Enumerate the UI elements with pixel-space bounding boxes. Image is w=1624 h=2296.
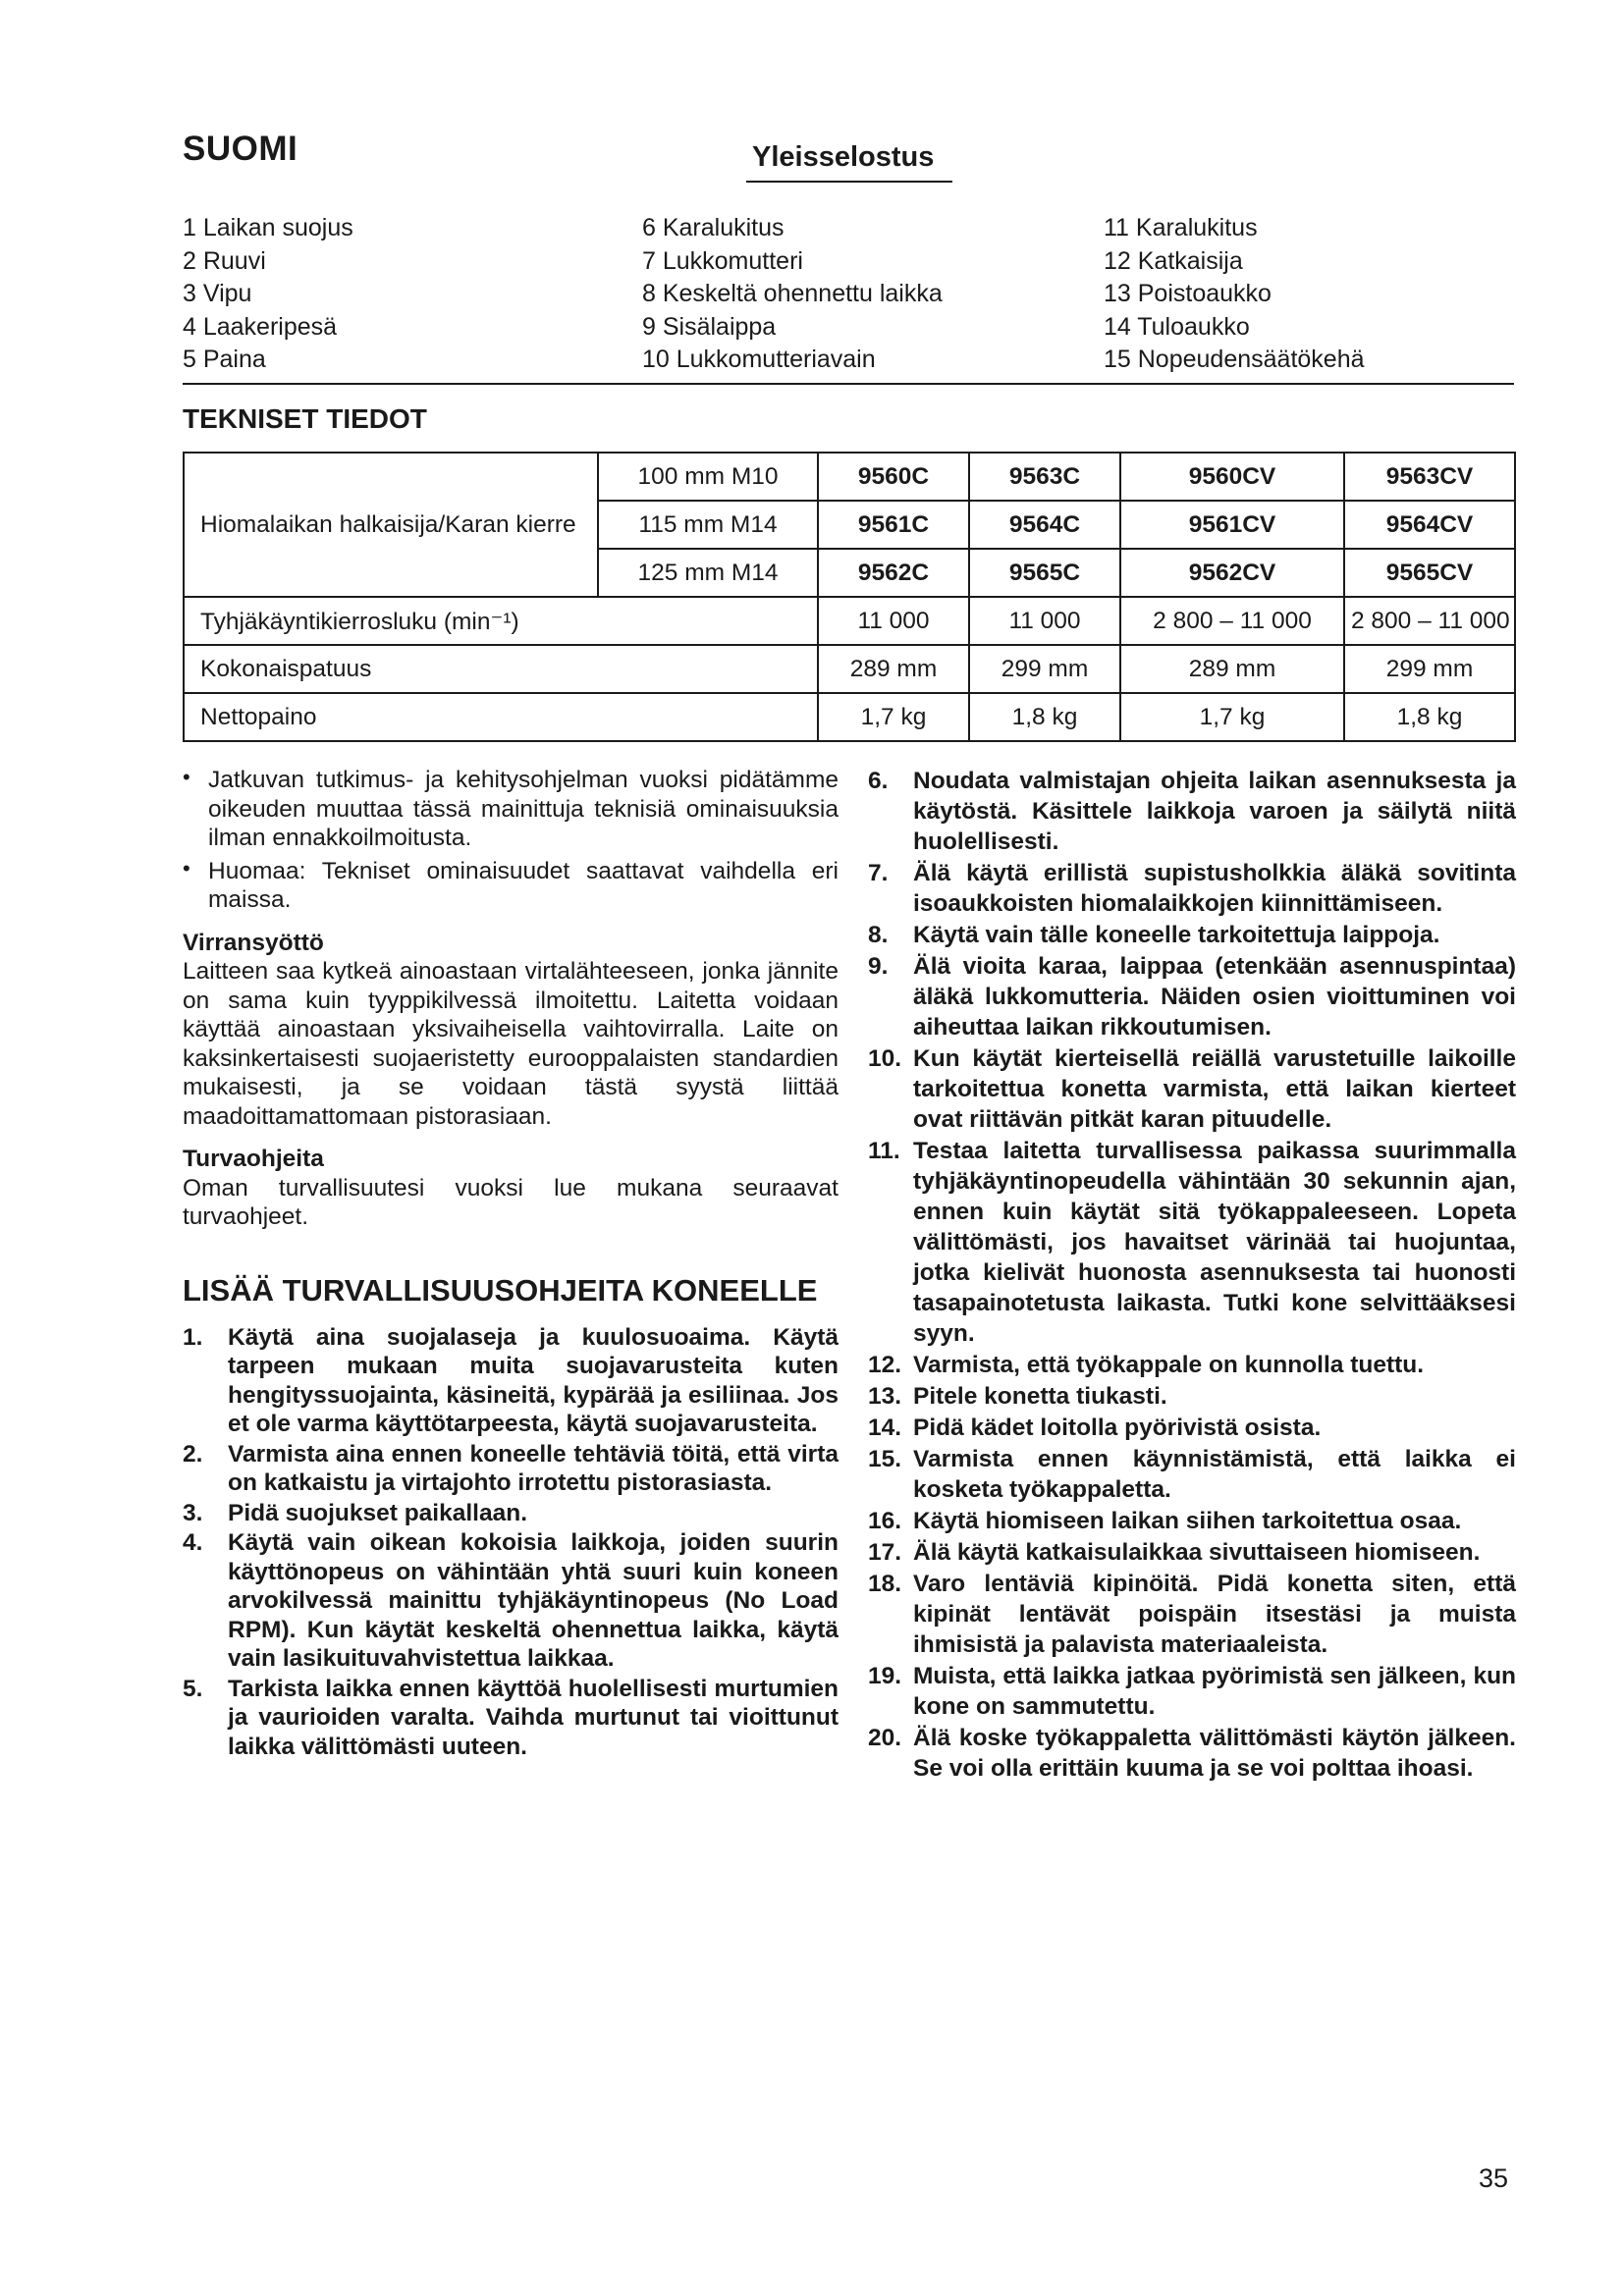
specs-table xyxy=(183,452,1516,742)
list-item: 18. Varo lentäviä kipinöitä. Pidä konetta siten, että kipinät lentävät poispäin itsestäsi ja muista ihmisistä ja palavista materiaaleista. xyxy=(868,1571,1516,1658)
model-cell: 9564CV xyxy=(1344,501,1515,549)
safety-rules-left xyxy=(183,1323,839,1762)
part-item: 15 Nopeudensäätökehä xyxy=(1104,346,1365,373)
length-cell: 289 mm xyxy=(1120,645,1344,693)
spec-note: • Huomaa: Tekniset ominaisuudet saattavat vaihdella eri maissa. xyxy=(183,857,839,915)
list-item: 7. Älä käytä erillistä supistusholkkia äläkä sovitinta isoaukkoisten hiomalaikkojen kiinnittämiseen. xyxy=(868,860,1516,917)
part-item: 3 Vipu xyxy=(183,280,252,307)
weight-label: Nettopaino xyxy=(184,693,818,741)
page-number: 35 xyxy=(1479,2163,1509,2193)
safety-rules-right xyxy=(868,766,1516,1784)
list-item: 11. Testaa laitetta turvallisessa paikassa suurimmalla tyhjäkäyntinopeudella vähintään 30 sekunnin ajan, ennen kuin käytät sitä työkappaleeseen. Lopeta välittömästi, jos havaitset värinää tai huojuntaa, jotka kielivät huonosta asennuksesta tai huonosti tasapainotetusta laikasta. Tutki kone selvittääksesi syyn. xyxy=(868,1138,1516,1347)
speed-label: Tyhjäkäyntikierrosluku (min⁻¹) xyxy=(184,597,818,645)
part-item: 7 Lukkomutteri xyxy=(642,246,803,275)
speed-cell: 11 000 xyxy=(818,597,969,645)
weight-cell: 1,7 kg xyxy=(1120,693,1344,741)
size-cell: 100 mm M10 xyxy=(598,453,818,501)
language-heading: SUOMI xyxy=(183,130,298,168)
power-text: Laitteen saa kytkeä ainoastaan virtalähteeseen, jonka jännite on sama kuin tyyppikilvessä ilmoitettu. Laitetta voidaan käyttää ainoastaan yksivaiheisella vaihtovirralla. Laite on kaksinkertaisesti suojaeristetty eurooppalaisten standardien mukaisesti, ja se voidaan tästä syystä liittää maadoittamattomaan pistorasiaan. xyxy=(183,958,839,1130)
right-column xyxy=(868,766,1516,1785)
part-item: 6 Karalukitus xyxy=(642,214,785,241)
part-item: 14 Tuloaukko xyxy=(1104,312,1250,341)
list-item: 13. Pitele konetta tiukasti. xyxy=(868,1383,1167,1410)
length-cell: 299 mm xyxy=(969,645,1120,693)
table-row xyxy=(184,597,1515,645)
title-underline xyxy=(746,181,952,183)
safety-text: Oman turvallisuutesi vuoksi lue mukana seuraavat turvaohjeet. xyxy=(183,1174,839,1230)
extra-safety-heading: LISÄÄ TURVALLISUUSOHJEITA KONEELLE xyxy=(183,1272,818,1308)
list-item: 12. Varmista, että työkappale on kunnolla tuettu. xyxy=(868,1352,1425,1378)
model-cell: 9564C xyxy=(969,501,1120,549)
parts-column-3 xyxy=(1104,212,1365,377)
list-item: 4. Käytä vain oikean kokoisia laikkoja, joiden suurin käyttönopeus on vähintään yhtä suuri kuin koneen arvokilvessä mainittu tyhjäkäyntinopeus (No Load RPM). Kun käytät keskeltä ohennettua laikka, käytä vain lasikuituvahvistettua laikkaa. xyxy=(183,1529,839,1672)
list-item: 2. Varmista aina ennen koneelle tehtäviä töitä, että virta on katkaistu ja virtajohto irrotettu pistorasiasta. xyxy=(183,1440,839,1496)
model-cell: 9560C xyxy=(818,453,969,501)
speed-cell: 11 000 xyxy=(969,597,1120,645)
model-cell: 9565CV xyxy=(1344,549,1515,597)
speed-cell: 2 800 – 11 000 xyxy=(1344,597,1515,645)
left-column xyxy=(183,766,839,1762)
parts-column-1 xyxy=(183,212,353,377)
length-cell: 289 mm xyxy=(818,645,969,693)
list-item: 20. Älä koske työkappaletta välittömästi käytön jälkeen. Se voi olla erittäin kuuma ja se voi polttaa ihoasi. xyxy=(868,1725,1516,1782)
length-label: Kokonaispatuus xyxy=(184,645,818,693)
list-item: 15. Varmista ennen käynnistämistä, että laikka ei kosketa työkappaletta. xyxy=(868,1446,1516,1503)
part-item: 13 Poistoaukko xyxy=(1104,280,1272,307)
divider xyxy=(183,383,1514,385)
model-cell: 9563C xyxy=(969,453,1120,501)
list-item: 16. Käytä hiomiseen laikan siihen tarkoitettua osaa. xyxy=(868,1508,1462,1534)
list-item: 6. Noudata valmistajan ohjeita laikan asennuksesta ja käytöstä. Käsittele laikkoja varoen ja säilytä niitä huolellisesti. xyxy=(868,768,1516,855)
list-item: 17. Älä käytä katkaisulaikkaa sivuttaiseen hiomiseen. xyxy=(868,1539,1481,1566)
list-item: 8. Käytä vain tälle koneelle tarkoitettuja laippoja. xyxy=(868,922,1440,948)
safety-heading: Turvaohjeita xyxy=(183,1146,324,1172)
weight-cell: 1,7 kg xyxy=(818,693,969,741)
diameter-label: Hiomalaikan halkaisija/Karan kierre xyxy=(184,453,598,597)
table-row xyxy=(184,693,1515,741)
list-item: 19. Muista, että laikka jatkaa pyörimistä sen jälkeen, kun kone on sammutettu. xyxy=(868,1663,1516,1720)
model-cell: 9560CV xyxy=(1120,453,1344,501)
part-item: 4 Laakeripesä xyxy=(183,312,338,341)
section-title: Yleisselostus xyxy=(752,141,935,173)
part-item: 5 Paina xyxy=(183,346,266,373)
parts-column-2 xyxy=(642,212,943,377)
model-cell: 9565C xyxy=(969,549,1120,597)
part-item: 8 Keskeltä ohennettu laikka xyxy=(642,280,943,307)
part-item: 10 Lukkomutteriavain xyxy=(642,346,876,373)
power-heading: Virransyöttö xyxy=(183,929,324,956)
list-item: 5. Tarkista laikka ennen käyttöä huolellisesti murtumien ja vaurioiden varalta. Vaihda murtunut tai vioittunut laikka välittömästi uuteen. xyxy=(183,1675,839,1760)
model-cell: 9561C xyxy=(818,501,969,549)
weight-cell: 1,8 kg xyxy=(969,693,1120,741)
model-cell: 9562CV xyxy=(1120,549,1344,597)
part-item: 2 Ruuvi xyxy=(183,246,266,275)
size-cell: 125 mm M14 xyxy=(598,549,818,597)
specs-heading: TEKNISET TIEDOT xyxy=(183,403,427,434)
list-item: 3. Pidä suojukset paikallaan. xyxy=(183,1499,528,1526)
table-row xyxy=(184,453,1515,501)
length-cell: 299 mm xyxy=(1344,645,1515,693)
spec-note: • Jatkuvan tutkimus- ja kehitysohjelman vuoksi pidätämme oikeuden muuttaa tässä mainittuja teknisiä ominaisuuksia ilman ennakkoilmoitusta. xyxy=(183,766,839,853)
list-item: 1. Käytä aina suojalaseja ja kuulosuoaima. Käytä tarpeen mukaan muita suojavarusteita kuten hengityssuojainta, käsineitä, kypärää ja esiliinaa. Jos et ole varma käyttötarpeesta, käytä suojavarusteita. xyxy=(183,1323,839,1437)
table-row xyxy=(184,645,1515,693)
list-item: 10. Kun käytät kierteisellä reiällä varustetuille laikoille tarkoitettua konetta varmista, että laikan kierteet ovat riittävän pitkät karan pituudelle. xyxy=(868,1045,1516,1133)
part-item: 12 Katkaisija xyxy=(1104,246,1243,275)
part-item: 11 Karalukitus xyxy=(1104,214,1258,241)
model-cell: 9562C xyxy=(818,549,969,597)
part-item: 9 Sisälaippa xyxy=(642,312,777,341)
list-item: 14. Pidä kädet loitolla pyörivistä osista. xyxy=(868,1415,1322,1441)
speed-cell: 2 800 – 11 000 xyxy=(1120,597,1344,645)
part-item: 1 Laikan suojus xyxy=(183,214,353,241)
size-cell: 115 mm M14 xyxy=(598,501,818,549)
weight-cell: 1,8 kg xyxy=(1344,693,1515,741)
model-cell: 9561CV xyxy=(1120,501,1344,549)
model-cell: 9563CV xyxy=(1344,453,1515,501)
list-item: 9. Älä vioita karaa, laippaa (etenkään asennuspintaa) äläkä lukkomutteria. Näiden osien vioittuminen voi aiheuttaa laikan rikkoutumisen. xyxy=(868,953,1516,1041)
